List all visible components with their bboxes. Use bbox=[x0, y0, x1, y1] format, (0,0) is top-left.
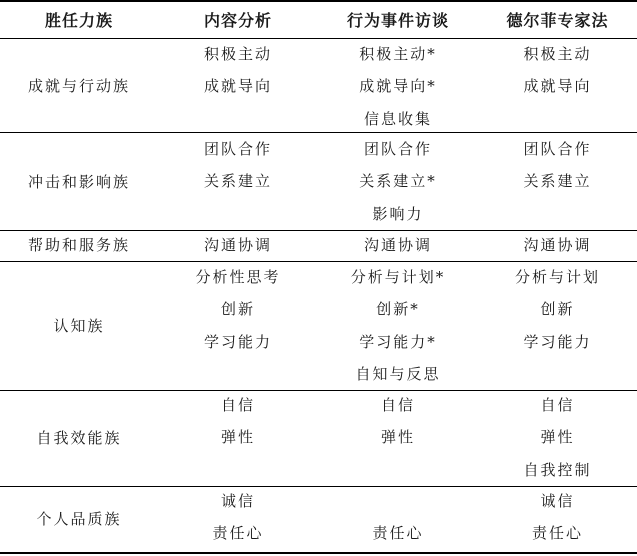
delphi-cell bbox=[478, 389, 637, 486]
competency-item: 分析与计划 bbox=[514, 268, 600, 286]
header-content-analysis: 内容分析 bbox=[203, 10, 272, 30]
competency-item: 关系建立 bbox=[523, 172, 592, 191]
competency-item: 创新 bbox=[540, 300, 575, 319]
bei-cell bbox=[318, 38, 478, 135]
competency-item: 学习能力* bbox=[359, 332, 437, 351]
competency-item: 诚信 bbox=[220, 492, 255, 510]
competency-item: 学习能力 bbox=[203, 332, 272, 351]
table-row bbox=[0, 485, 637, 551]
family-name: 冲击和影响族 bbox=[27, 173, 130, 191]
family-name: 个人品质族 bbox=[36, 509, 122, 528]
competency-item: 弹性 bbox=[380, 428, 415, 447]
family-name: 成就与行动族 bbox=[27, 76, 130, 95]
table-row bbox=[0, 133, 637, 230]
competency-item: 弹性 bbox=[540, 428, 575, 447]
bei-cell bbox=[318, 229, 478, 261]
competency-item: 分析与计划* bbox=[350, 268, 446, 286]
competency-item: 学习能力 bbox=[523, 332, 592, 351]
family-name: 帮助和服务族 bbox=[27, 236, 130, 254]
competency-item: 团队合作 bbox=[363, 140, 432, 158]
competency-item: 沟通协调 bbox=[523, 236, 592, 254]
table-row bbox=[0, 261, 637, 389]
bei-cell bbox=[318, 133, 478, 230]
delphi-cell bbox=[478, 38, 637, 103]
competency-item: 自我控制 bbox=[523, 460, 592, 479]
delphi-cell bbox=[478, 133, 637, 198]
bei-cell bbox=[318, 485, 478, 550]
family-name: 认知族 bbox=[53, 316, 105, 335]
competency-item: 成就导向 bbox=[523, 77, 592, 96]
table-row bbox=[0, 38, 637, 132]
competency-item: 成就导向 bbox=[203, 77, 272, 96]
table-row bbox=[0, 389, 637, 486]
content-analysis-cell bbox=[158, 261, 318, 358]
competency-item: 沟通协调 bbox=[203, 236, 272, 254]
content-analysis-cell bbox=[158, 38, 318, 103]
competency-item: 关系建立* bbox=[359, 172, 437, 191]
bei-cell bbox=[318, 261, 478, 390]
competency-item: 责任心 bbox=[372, 524, 424, 543]
competency-item: 沟通协调 bbox=[363, 236, 432, 254]
header-family: 胜任力族 bbox=[44, 10, 113, 30]
competency-item: 积极主动 bbox=[203, 45, 272, 63]
delphi-cell bbox=[478, 261, 637, 358]
competency-item: 自信 bbox=[220, 396, 255, 414]
family-name: 自我效能族 bbox=[36, 429, 122, 447]
content-analysis-cell bbox=[158, 133, 318, 198]
content-analysis-cell bbox=[158, 389, 318, 454]
competency-item: 信息收集 bbox=[363, 109, 432, 128]
competency-item: 分析性思考 bbox=[195, 268, 281, 286]
competency-item: 责任心 bbox=[212, 524, 264, 543]
competency-item: 积极主动* bbox=[359, 45, 437, 63]
competency-item: 创新* bbox=[376, 300, 420, 319]
bottom-rule bbox=[0, 552, 637, 554]
header-behavioral-event-interview: 行为事件访谈 bbox=[346, 10, 449, 30]
content-analysis-cell bbox=[158, 485, 318, 550]
competency-item: 影响力 bbox=[372, 204, 424, 223]
competency-item: 自信 bbox=[380, 396, 415, 414]
competency-item: 弹性 bbox=[220, 428, 255, 447]
competency-item: 团队合作 bbox=[203, 140, 272, 158]
competency-item: 自信 bbox=[540, 396, 575, 414]
competency-item: 积极主动 bbox=[523, 45, 592, 63]
competency-item: 创新 bbox=[220, 300, 255, 319]
competency-item: 团队合作 bbox=[523, 140, 592, 158]
content-analysis-cell bbox=[158, 229, 318, 261]
competency-item: 责任心 bbox=[531, 524, 583, 543]
competency-item: 诚信 bbox=[540, 492, 575, 510]
header-delphi: 德尔菲专家法 bbox=[506, 10, 609, 30]
delphi-cell bbox=[478, 485, 637, 550]
table-row bbox=[0, 229, 637, 260]
competency-item: 成就导向* bbox=[359, 77, 437, 96]
delphi-cell bbox=[478, 229, 637, 261]
bei-cell bbox=[318, 389, 478, 454]
competency-item: 关系建立 bbox=[203, 172, 272, 191]
competency-item: 自知与反思 bbox=[355, 364, 441, 383]
